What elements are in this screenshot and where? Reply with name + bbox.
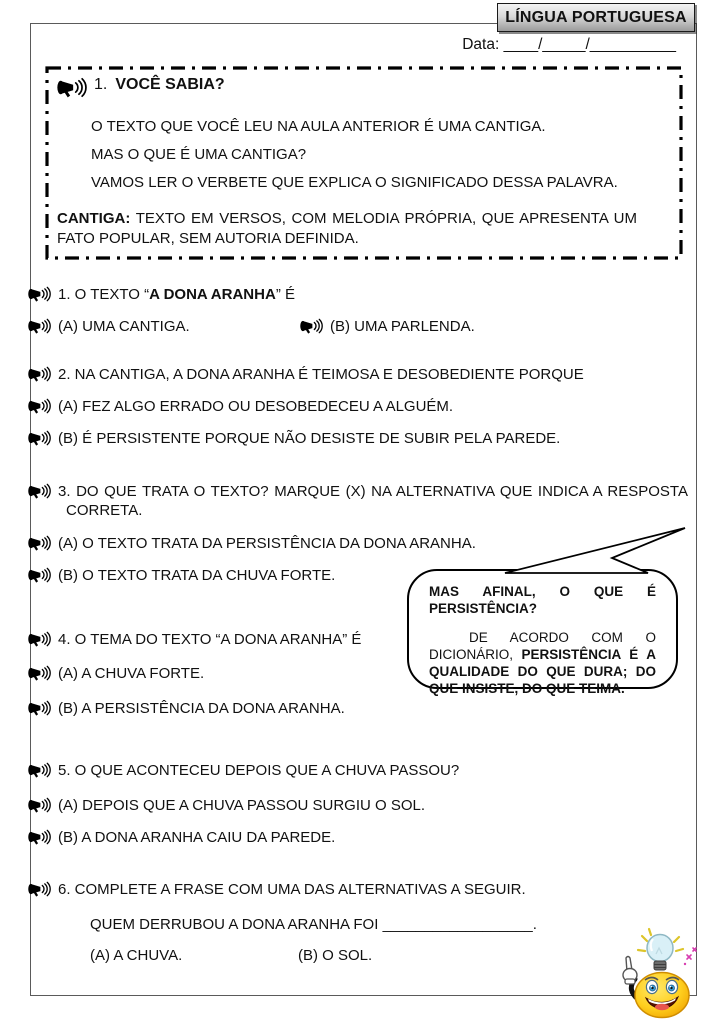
question-2-prompt: 2. NA CANTIGA, A DONA ARANHA É TEIMOSA E DESOBEDIENTE PORQUE	[58, 366, 584, 383]
megaphone-icon[interactable]	[28, 318, 51, 339]
question-2-option-b[interactable]: (B) É PERSISTENTE PORQUE NÃO DESISTE DE SUBIR PELA PAREDE.	[58, 430, 561, 447]
question-3-option-a[interactable]: (A) O TEXTO TRATA DA PERSISTÊNCIA DA DONA ARANHA.	[58, 535, 476, 552]
lightbulb-icon	[647, 935, 673, 971]
question-4-option-a[interactable]: (A) A CHUVA FORTE.	[58, 665, 205, 682]
fill-in-blank[interactable]: __________________	[382, 916, 533, 933]
megaphone-icon[interactable]	[28, 665, 51, 686]
megaphone-icon[interactable]	[28, 535, 51, 556]
question-1-option-a[interactable]: (A) UMA CANTIGA.	[58, 318, 190, 335]
question-1-option-b[interactable]: (B) UMA PARLENDA.	[330, 318, 475, 335]
question-3-prompt: 3. DO QUE TRATA O TEXTO? MARQUE (X) NA ALTERNATIVA QUE INDICA A RESPOSTA CORRETA.	[58, 483, 688, 519]
lightbulb-smiley-clipart	[604, 924, 704, 1022]
megaphone-icon[interactable]	[28, 286, 51, 307]
question-6-option-a[interactable]: (A) A CHUVA.	[90, 947, 183, 964]
info-line: VAMOS LER O VERBETE QUE EXPLICA O SIGNIFICADO DESSA PALAVRA.	[91, 174, 618, 191]
megaphone-icon[interactable]	[57, 77, 87, 103]
info-line: O TEXTO QUE VOCÊ LEU NA AULA ANTERIOR É UMA CANTIGA.	[91, 118, 546, 135]
date-field[interactable]: Data: ____/_____/__________	[462, 36, 676, 53]
megaphone-icon[interactable]	[28, 567, 51, 588]
subject-title: LÍNGUA PORTUGUESA	[505, 8, 687, 26]
info-box	[45, 66, 683, 260]
info-line: MAS O QUE É UMA CANTIGA?	[91, 146, 307, 163]
question-4	[28, 630, 408, 721]
question-3-option-b[interactable]: (B) O TEXTO TRATA DA CHUVA FORTE.	[58, 567, 336, 584]
megaphone-icon[interactable]	[28, 762, 51, 783]
speech-bubble-tail	[400, 515, 700, 575]
pink-sparkles	[684, 948, 696, 965]
definition-term: CANTIGA:	[57, 210, 131, 227]
persistencia-speech-bubble	[407, 569, 678, 696]
megaphone-icon[interactable]	[28, 398, 51, 419]
megaphone-icon[interactable]	[28, 430, 51, 451]
question-6-sentence: QUEM DERRUBOU A DONA ARANHA FOI __________________.	[90, 916, 537, 933]
megaphone-icon[interactable]	[28, 483, 51, 504]
megaphone-icon[interactable]	[28, 881, 51, 902]
question-4-prompt: 4. O TEMA DO TEXTO “A DONA ARANHA” É	[58, 631, 362, 648]
megaphone-icon[interactable]	[28, 366, 51, 387]
question-2	[28, 365, 688, 451]
definition-text: TEXTO EM VERSOS, COM MELODIA PRÓPRIA, QUE APRESENTA UM FATO POPULAR, SEM AUTORIA DEFINIDA.	[57, 210, 637, 247]
info-box-number: 1.	[94, 76, 108, 93]
question-5-option-a[interactable]: (A) DEPOIS QUE A CHUVA PASSOU SURGIU O SOL.	[58, 797, 426, 814]
subject-header	[497, 3, 695, 32]
megaphone-icon[interactable]	[28, 631, 51, 652]
question-6	[28, 880, 688, 964]
question-5	[28, 761, 688, 850]
pointing-hand-icon	[623, 957, 637, 985]
bubble-answer: DE ACORDO COM O DICIONÁRIO, PERSISTÊNCIA É A QUALIDADE DO QUE DURA; DO QUE INSISTE, DO QUE TEIMA.	[429, 630, 656, 696]
question-4-option-b[interactable]: (B) A PERSISTÊNCIA DA DONA ARANHA.	[58, 700, 345, 717]
question-1	[28, 285, 688, 339]
question-1-prompt: 1. O TEXTO “A DONA ARANHA” É	[58, 286, 295, 303]
megaphone-icon[interactable]	[28, 797, 51, 818]
megaphone-icon[interactable]	[300, 318, 323, 339]
smiley-face	[635, 973, 689, 1018]
question-5-option-b[interactable]: (B) A DONA ARANHA CAIU DA PAREDE.	[58, 829, 336, 846]
question-6-option-b[interactable]: (B) O SOL.	[298, 947, 373, 964]
megaphone-icon[interactable]	[28, 700, 51, 721]
question-2-option-a[interactable]: (A) FEZ ALGO ERRADO OU DESOBEDECEU A ALGUÉM.	[58, 398, 454, 415]
question-6-prompt: 6. COMPLETE A FRASE COM UMA DAS ALTERNATIVAS A SEGUIR.	[58, 881, 526, 898]
info-box-title: VOCÊ SABIA?	[115, 76, 225, 93]
cantiga-definition	[57, 209, 637, 249]
megaphone-icon[interactable]	[28, 829, 51, 850]
question-1-bold-title: A DONA ARANHA	[149, 286, 276, 303]
bubble-question: MAS AFINAL, O QUE É PERSISTÊNCIA?	[429, 584, 656, 616]
question-5-prompt: 5. O QUE ACONTECEU DEPOIS QUE A CHUVA PASSOU?	[58, 762, 460, 779]
